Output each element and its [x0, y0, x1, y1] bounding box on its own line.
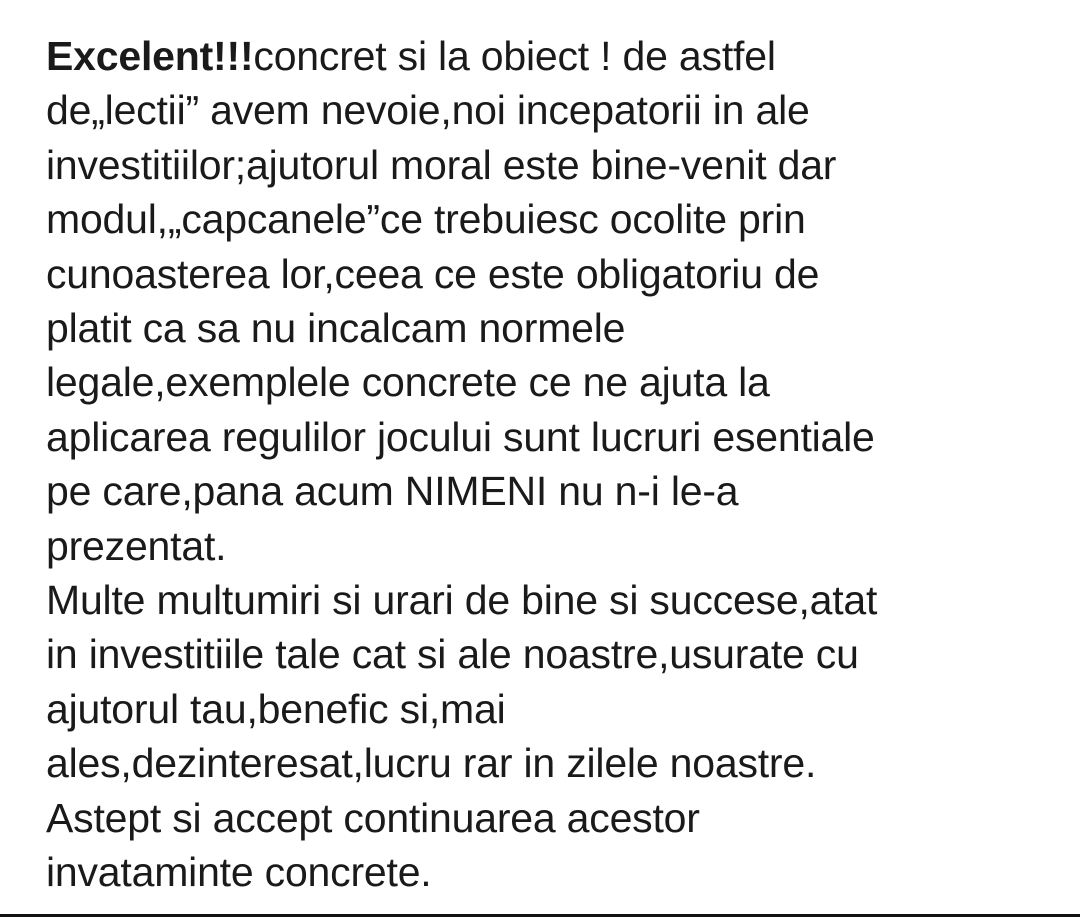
message-line-11: Multe multumiri si urari de bine si succese,atat: [46, 577, 878, 624]
message-line-10: prezentat.: [46, 522, 227, 569]
message-line-6: platit ca sa nu incalcam normele: [46, 305, 626, 352]
message-line-8: aplicarea regulilor jocului sunt lucruri esentiale: [46, 413, 875, 460]
message-line-14: ales,dezinteresat,lucru rar in zilele noastre.: [46, 740, 817, 787]
message-line-3: investitiilor;ajutorul moral este bine-venit dar: [46, 141, 837, 188]
message-line-5: cunoasterea lor,ceea ce este obligatoriu de: [46, 250, 820, 297]
message-line-16: invataminte concrete.: [46, 849, 432, 896]
message-line-1: [46, 29, 1056, 83]
message-line-13: ajutorul tau,benefic si,mai: [46, 685, 506, 732]
message-line-9: pe care,pana acum NIMENI nu n-i le-a: [46, 468, 739, 515]
message-line-7: legale,exemplele concrete ce ne ajuta la: [46, 359, 770, 406]
message-line-1-text: concret si la obiect ! de astfel: [253, 33, 776, 79]
message-line-2: de„lectii” avem nevoie,noi incepatorii in ale: [46, 87, 810, 134]
comment-text: [46, 29, 1056, 900]
message-line-4: modul,„capcanele”ce trebuiesc ocolite prin: [46, 196, 806, 243]
bold-prefix: Excelent!!!: [46, 33, 254, 79]
message-line-15: Astept si accept continuarea acestor: [46, 794, 700, 841]
message-line-12: in investitiile tale cat si ale noastre,usurate cu: [46, 631, 859, 678]
